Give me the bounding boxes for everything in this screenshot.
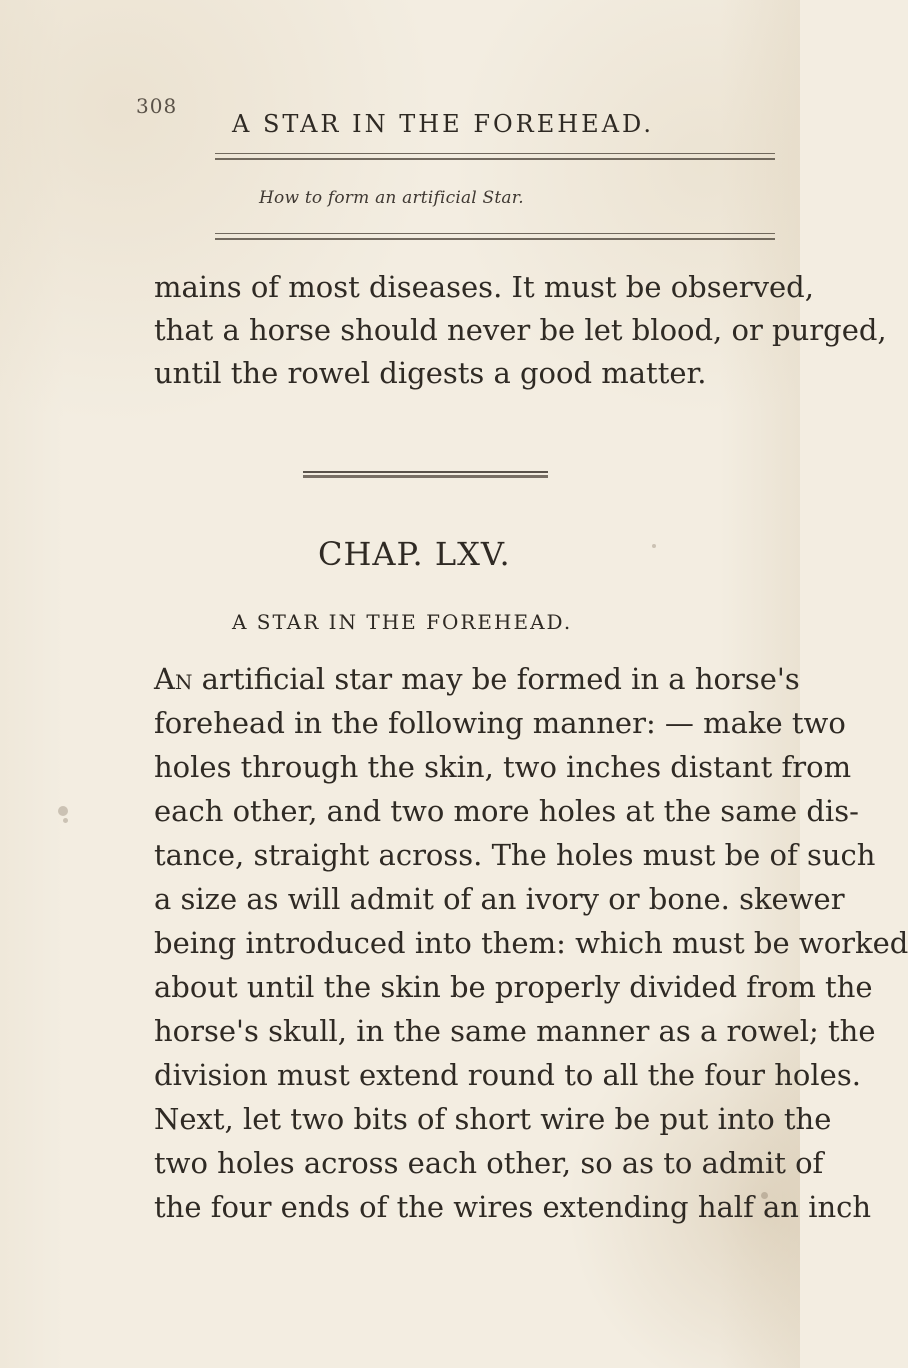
- paper-speck: [761, 1192, 768, 1199]
- body-line: about until the skin be properly divided from the: [154, 970, 873, 1004]
- section-divider: [303, 471, 548, 478]
- header-rule-top-thin: [215, 153, 775, 154]
- page-number: 308: [136, 94, 178, 118]
- running-title: A STAR IN THE FOREHEAD.: [232, 110, 655, 138]
- chapter-subtitle: A STAR IN THE FOREHEAD.: [232, 610, 573, 634]
- body-line: each other, and two more holes at the same dis-: [154, 794, 859, 828]
- header-rule-bottom-thin: [215, 233, 775, 234]
- chapter-body: [154, 657, 908, 1229]
- body-line: the four ends of the wires extending half an inch: [154, 1190, 872, 1224]
- header-rule-top-thick: [215, 158, 775, 160]
- page-header: [0, 0, 800, 250]
- chapter-title: CHAP. LXV.: [318, 535, 511, 573]
- body-line: two holes across each other, so as to admit of: [154, 1146, 824, 1180]
- intro-line: that a horse should never be let blood, or purged,: [154, 313, 887, 347]
- intro-line: until the rowel digests a good matter.: [154, 356, 707, 390]
- body-line: horse's skull, in the same manner as a rowel; the: [154, 1014, 876, 1048]
- section-subheading: How to form an artificial Star.: [259, 188, 524, 208]
- body-line: a size as will admit of an ivory or bone. skewer: [154, 882, 845, 916]
- body-line: Next, let two bits of short wire be put into the: [154, 1102, 832, 1136]
- body-line-first: [154, 657, 800, 701]
- body-line: being introduced into them: which must be worked: [154, 926, 908, 960]
- body-line: tance, straight across. The holes must be of such: [154, 838, 876, 872]
- paper-speck: [63, 818, 68, 823]
- body-line: forehead in the following manner: — make two: [154, 706, 846, 740]
- intro-paragraph: [154, 266, 887, 395]
- paper-speck: [652, 544, 656, 548]
- paper-speck: [58, 806, 68, 816]
- body-line: holes through the skin, two inches distant from: [154, 750, 852, 784]
- body-line: division must extend round to all the four holes.: [154, 1058, 861, 1092]
- drop-word: An: [154, 662, 193, 696]
- intro-line: mains of most diseases. It must be observed,: [154, 270, 814, 304]
- header-rule-bottom-thick: [215, 238, 775, 240]
- first-line-rest: artificial star may be formed in a horse's: [192, 662, 800, 696]
